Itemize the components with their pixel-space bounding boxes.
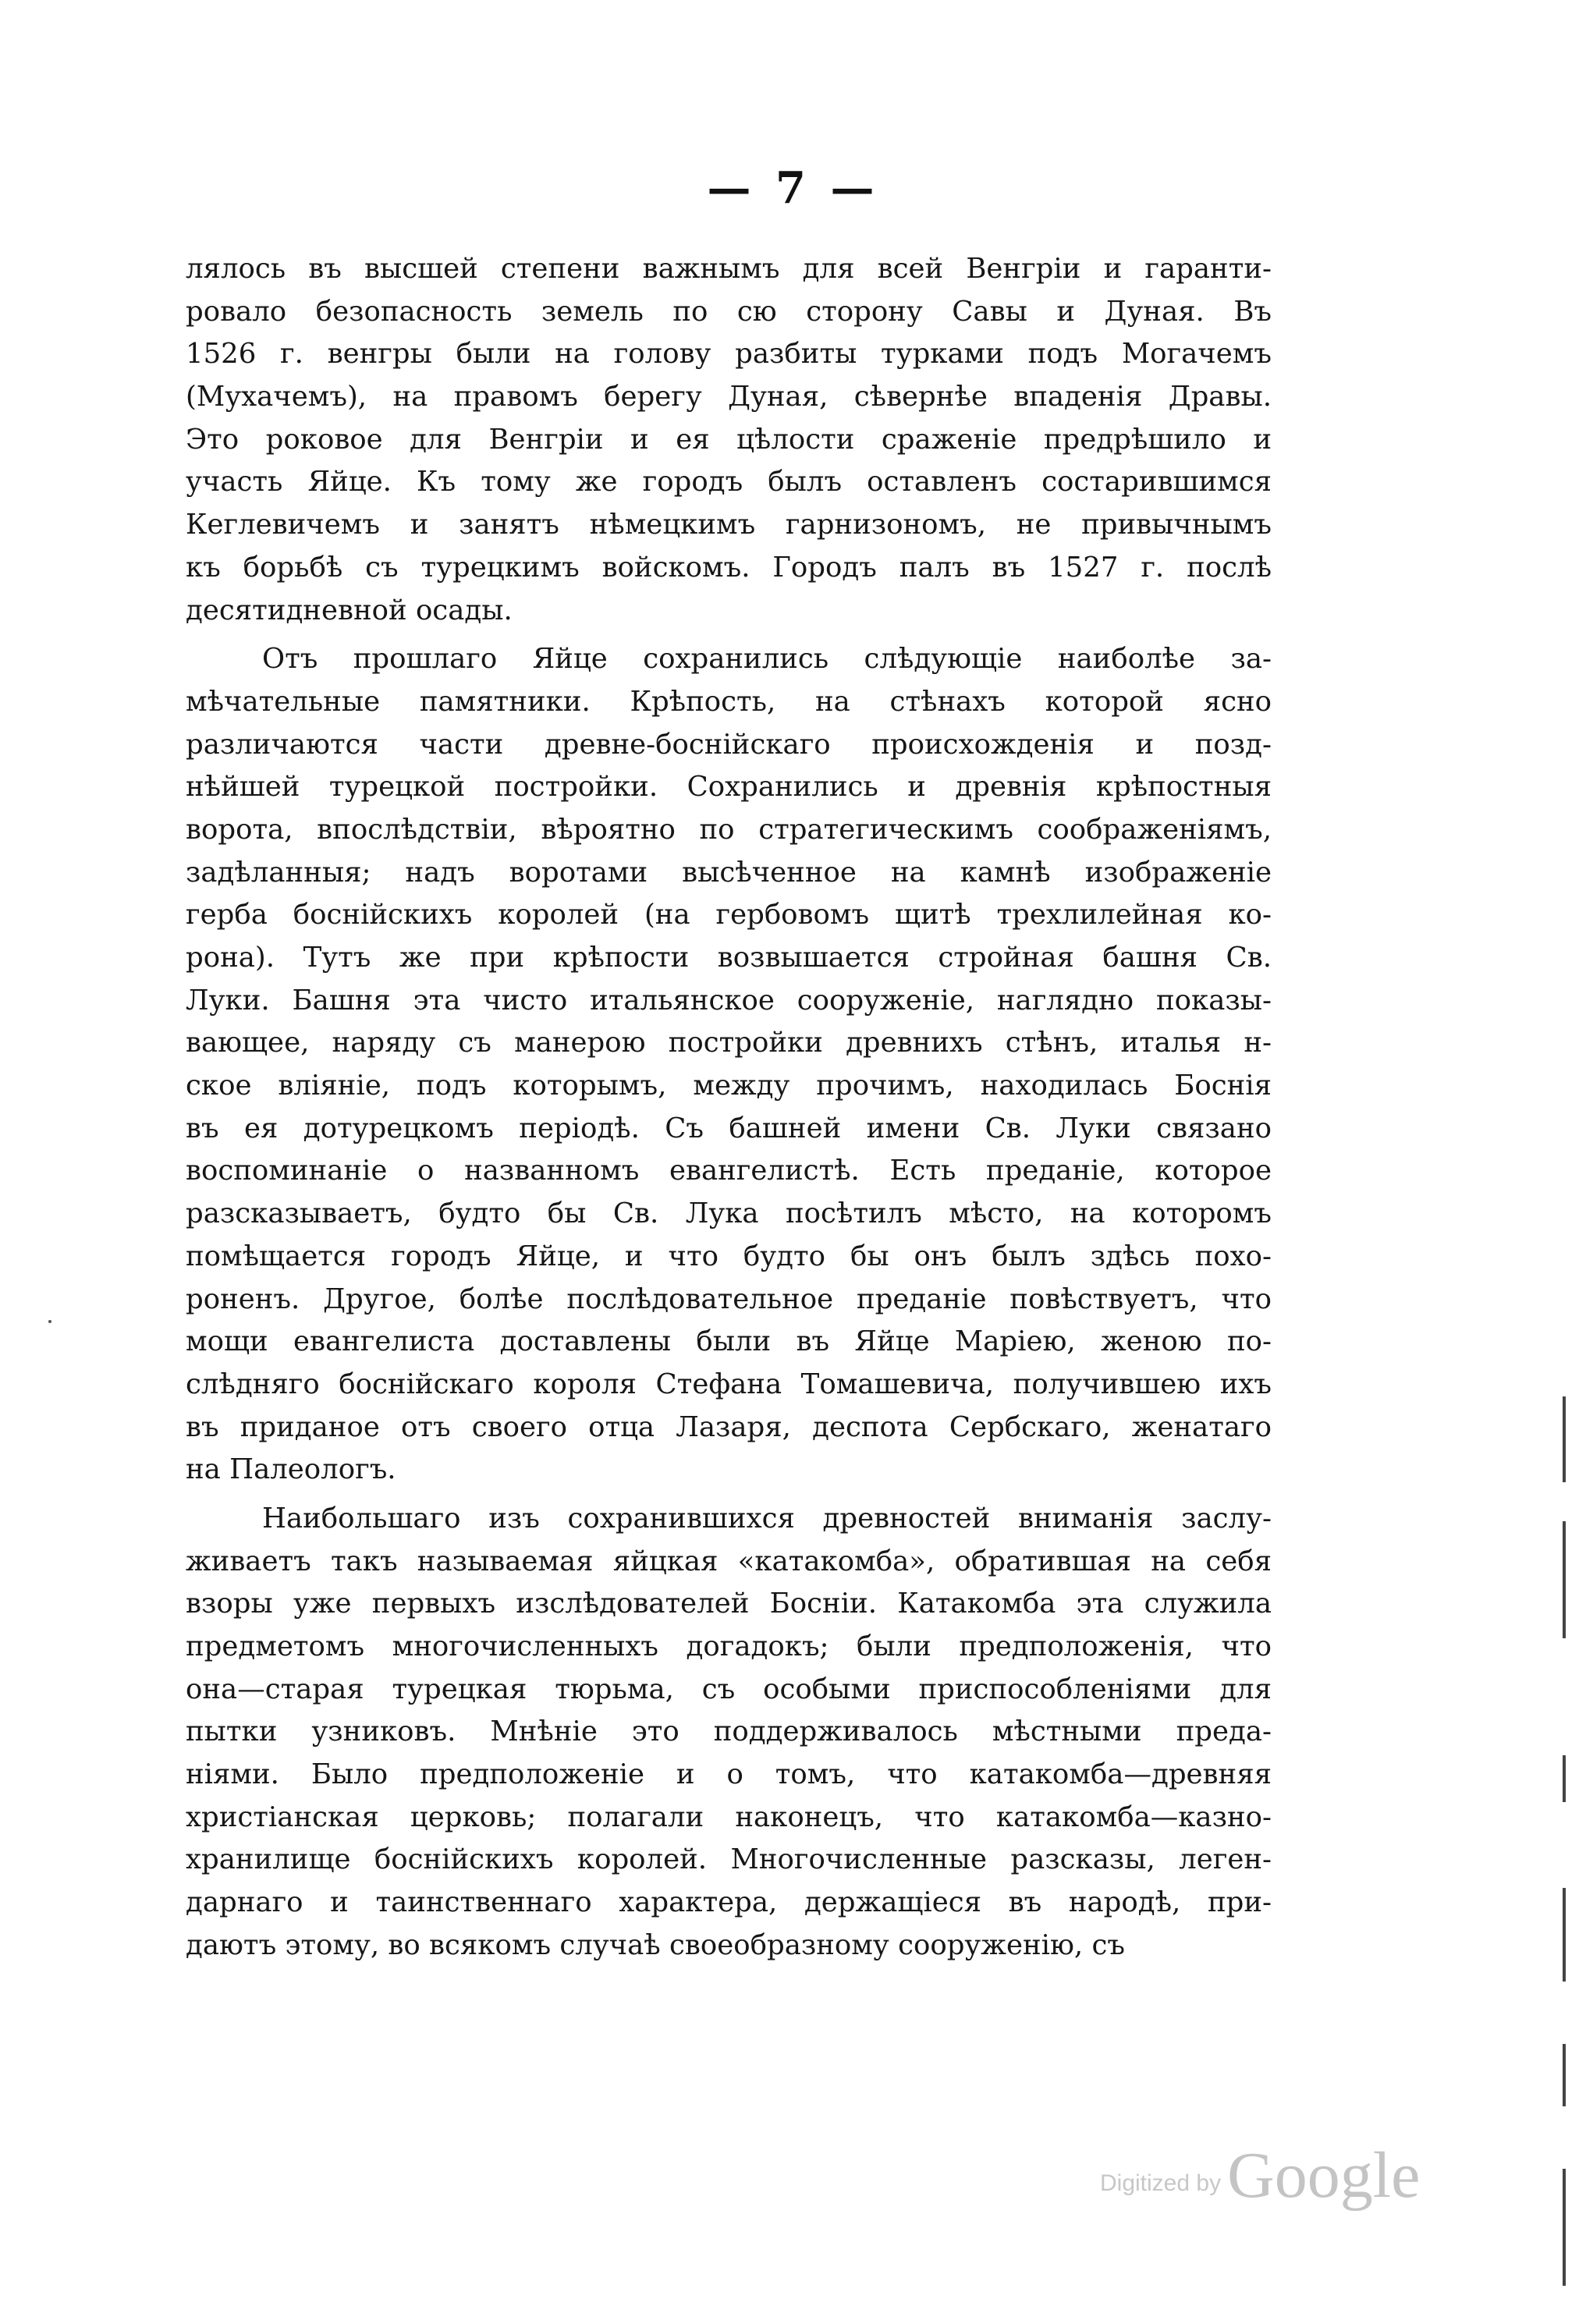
- text-line: Кеглевичемъ и занятъ нѣмецкимъ гарнизономъ, не привычнымъ: [186, 509, 1272, 541]
- text-line: ворота, впослѣдствіи, вѣроятно по стратегическимъ соображеніямъ,: [186, 813, 1272, 846]
- paragraph-gap: [186, 1492, 1272, 1498]
- text-line: участь Яйце. Къ тому же городъ былъ оставленъ состарившимся: [186, 466, 1272, 499]
- text-line: вающее, наряду съ манерою постройки древнихъ стѣнъ, италья н-: [186, 1027, 1272, 1059]
- text-line: Луки. Башня эта чисто итальянское сооруженіе, наглядно показы-: [186, 984, 1272, 1017]
- text-line: на Палеологъ.: [186, 1453, 396, 1486]
- text-line: различаются части древне-боснійскаго происхожденія и позд-: [186, 728, 1272, 761]
- text-line: ніями. Было предположеніе и о томъ, что катакомба—древняя: [186, 1758, 1272, 1791]
- text-line: воспоминаніе о названномъ евангелистѣ. Есть преданіе, которое: [186, 1155, 1272, 1187]
- scan-speck: [48, 1320, 51, 1323]
- text-line: Это роковое для Венгріи и ея цѣлости сраженіе предрѣшило и: [186, 423, 1272, 456]
- text-line: она—старая турецкая тюрьма, съ особыми приспособленіями для: [186, 1673, 1272, 1705]
- text-line: мѣчательные памятники. Крѣпость, на стѣнахъ которой ясно: [186, 685, 1272, 718]
- text-line: взоры уже первыхъ изслѣдователей Босніи. Катакомба эта служила: [186, 1588, 1272, 1620]
- digitized-watermark: [1100, 2138, 1420, 2213]
- text-line: хранилище боснійскихъ королей. Многочисленные разсказы, леген-: [186, 1843, 1272, 1876]
- text-line: Наибольшаго изъ сохранившихся древностей вниманія заслу-: [262, 1502, 1272, 1535]
- binding-edge-mark: [1563, 1396, 1566, 1482]
- text-line: пытки узниковъ. Мнѣніе это поддерживалось мѣстными преда-: [186, 1716, 1272, 1748]
- text-line: живаетъ такъ называемая яйцкая «катакомба», обратившая на себя: [186, 1545, 1272, 1577]
- text-line: къ борьбѣ съ турецкимъ войскомъ. Городъ палъ въ 1527 г. послѣ: [186, 551, 1272, 584]
- text-line: герба боснійскихъ королей (на гербовомъ щитѣ трехлилейная ко-: [186, 899, 1272, 931]
- binding-edge-mark: [1563, 2169, 1566, 2286]
- text-line: задѣланныя; надъ воротами высѣченное на камнѣ изображеніе: [186, 856, 1272, 889]
- text-line: въ приданое отъ своего отца Лазаря, деспота Сербскаго, женатаго: [186, 1410, 1272, 1443]
- binding-edge-mark: [1563, 1755, 1566, 1802]
- page-number: — 7 —: [707, 162, 879, 214]
- text-line: нѣйшей турецкой постройки. Сохранились и древнія крѣпостныя: [186, 771, 1272, 804]
- text-line: дарнаго и таинственнаго характера, держащіеся въ народѣ, при-: [186, 1886, 1272, 1919]
- text-line: ское вліяніе, подъ которымъ, между прочимъ, находилась Боснія: [186, 1070, 1272, 1102]
- text-line: въ ея дотурецкомъ періодѣ. Съ башней имени Св. Луки связано: [186, 1112, 1272, 1144]
- text-line: даютъ этому, во всякомъ случаѣ своеобразному сооруженію, съ: [186, 1928, 1125, 1961]
- text-line: роненъ. Другое, болѣе послѣдовательное преданіе повѣствуетъ, что: [186, 1283, 1272, 1315]
- text-line: предметомъ многочисленныхъ догадокъ; были предположенія, что: [186, 1630, 1272, 1662]
- text-line: Отъ прошлаго Яйце сохранились слѣдующіе наиболѣе за-: [262, 643, 1272, 676]
- google-logo: Google: [1227, 2139, 1421, 2212]
- body-text: [186, 248, 1272, 1967]
- binding-edge-mark: [1563, 1521, 1566, 1638]
- text-line: разсказываетъ, будто бы Св. Лука посѣтилъ мѣсто, на которомъ: [186, 1197, 1272, 1230]
- paragraph-gap: [186, 632, 1272, 638]
- binding-edge-mark: [1563, 2044, 1566, 2106]
- text-line: рона). Тутъ же при крѣпости возвышается стройная башня Св.: [186, 942, 1272, 974]
- text-line: 1526 г. венгры были на голову разбиты турками подъ Могачемъ: [186, 338, 1272, 371]
- text-line: помѣщается городъ Яйце, и что будто бы онъ былъ здѣсь похо-: [186, 1240, 1272, 1272]
- text-line: христіанская церковь; полагали наконецъ, что катакомба—казно-: [186, 1801, 1272, 1833]
- text-line: (Мухачемъ), на правомъ берегу Дуная, сѣвернѣе впаденія Дравы.: [186, 381, 1272, 413]
- text-line: десятидневной осады.: [186, 594, 513, 626]
- binding-edge-mark: [1563, 1888, 1566, 1982]
- text-line: мощи евангелиста доставлены были въ Яйце Маріею, женою по-: [186, 1325, 1272, 1358]
- text-line: лялось въ высшей степени важнымъ для всей Венгріи и гаранти-: [186, 253, 1272, 285]
- text-line: слѣдняго боснійскаго короля Стефана Томашевича, получившею ихъ: [186, 1368, 1272, 1400]
- watermark-prefix: Digitized by: [1100, 2170, 1222, 2196]
- text-line: ровало безопасность земель по сю сторону Савы и Дуная. Въ: [186, 295, 1272, 328]
